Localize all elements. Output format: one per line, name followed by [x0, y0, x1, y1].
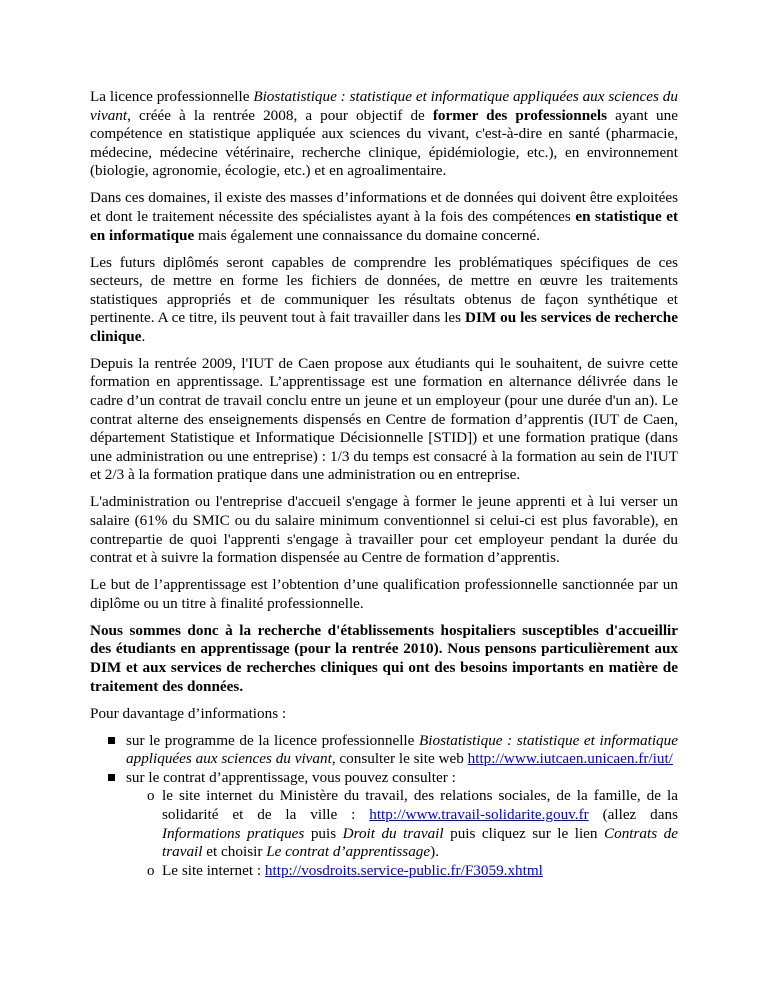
more-info-heading: Pour davantage d’informations : [90, 704, 287, 722]
text: ayant une compétence en statistique appliquée aux sciences du vivant, c'est-à-dire en santé (pharmacie, médecine, médecine vétérinaire, recherche clinique, épidémiologie, etc.), en environnement (biologie, agronomie, écologie, etc.) et en agroalimentaire. [90, 106, 678, 180]
emphasis: former des professionnels [432, 106, 608, 124]
menu-reference: Droit du travail [342, 824, 444, 842]
circle-bullet-icon: o [147, 862, 155, 879]
text: Dans ces domaines, il existe des masses d’informations et de données qui doivent être exploitées et dont le traitement nécessite des spécialistes ayant à la fois des compétences [90, 189, 678, 225]
iut-website-link[interactable]: http://www.iutcaen.unicaen.fr/iut/ [467, 750, 673, 768]
list-item [126, 769, 678, 881]
degree-title: Biostatistique : statistique et informatique appliquées aux sciences du vivant [90, 88, 678, 124]
call-to-action-paragraph [90, 622, 678, 696]
domains-paragraph [90, 189, 678, 245]
text: . [141, 327, 146, 345]
sub-list-item [147, 861, 678, 881]
document-page [90, 88, 678, 880]
text: puis cliquez sur le lien [443, 824, 604, 842]
ministry-website-link[interactable]: http://www.travail-solidarite.gouv.fr [369, 805, 589, 823]
square-bullet-icon [108, 737, 115, 744]
text: puis [304, 824, 343, 842]
text: sur le contrat d’apprentissage, vous pouvez consulter : [126, 768, 456, 786]
text: , consulter le site web [331, 750, 468, 768]
menu-reference: Informations pratiques [162, 824, 305, 842]
circle-bullet-icon: o [147, 788, 155, 805]
sub-list [126, 787, 678, 880]
service-public-link[interactable]: http://vosdroits.service-public.fr/F3059.xhtml [264, 861, 543, 879]
text: ). [430, 843, 440, 861]
salary-paragraph: L'administration ou l'entreprise d'accueil s'engage à former le jeune apprenti et à lui verser un salaire (61% du SMIC ou du salaire minimum conventionnel si celui-ci est plus favorable), en contrepartie de quoi l'apprenti s'engage à travailler pour cet employeur pendant la durée du contrat et à suivre la formation dispensée au Centre de formation d’apprentis. [90, 493, 678, 567]
info-list [90, 732, 678, 881]
goal-paragraph: Le but de l’apprentissage est l’obtention d’une qualification professionnelle sanctionnée par un diplôme ou un titre à finalité professionnelle. [90, 576, 678, 612]
apprenticeship-paragraph: Depuis la rentrée 2009, l'IUT de Caen propose aux étudiants qui le souhaitent, de suivre cette formation en apprentissage. L’apprentissage est une formation en alternance délivrée dans le cadre d’un contrat de travail conclu entre un jeune et un employeur (pour une durée d'un an). Le contrat alterne des enseignements dispensés en Centre de formation d’apprentis (IUT de Caen, département Statistique et Informatique Décisionnelle [STID]) et une formation pratique (dans une administration ou une entreprise) : 1/3 du temps est consacré à la formation au sein de l'IUT et 2/3 à la formation pratique dans une administration ou en entreprise. [90, 354, 678, 484]
text: , créée à la rentrée 2008, a pour objectif de [127, 106, 433, 124]
graduates-paragraph [90, 254, 678, 347]
text: Les futurs diplômés seront capables de comprendre les problématiques spécifiques de ces secteurs, de mettre en forme les fichiers de données, de mettre en œuvre les traitements statistiques appropriés et de communiquer les résultats obtenus de façon synthétique et pertinente. A ce titre, ils peuvent tout à fait travailler dans les [90, 253, 678, 327]
degree-title: Biostatistique : statistique et informatique appliquées aux sciences du vivant [126, 731, 678, 768]
emphasis: en statistique et en informatique [90, 207, 679, 244]
sub-list-item [147, 787, 679, 861]
text: (allez dans [588, 805, 679, 823]
emphasis: Nous sommes donc à la recherche d'établissements hospitaliers susceptibles d'accueillir des étudiants en apprentissage (pour la rentrée 2010). Nous pensons particulièrement aux DIM et aux services de recherches cliniques qui ont des besoins importants en matière de traitement des données. [90, 621, 678, 695]
square-bullet-icon [108, 774, 115, 781]
emphasis: DIM ou les services de recherche clinique [90, 309, 678, 345]
intro-paragraph [90, 88, 678, 181]
text: et choisir [202, 843, 267, 861]
text: mais également une connaissance du domaine concerné. [194, 226, 541, 244]
text: Le site internet : [162, 861, 265, 879]
text: La licence professionnelle [90, 88, 254, 105]
list-item [126, 732, 678, 769]
menu-reference: Contrats de travail [162, 824, 678, 861]
text: sur le programme de la licence professionnelle [126, 731, 420, 749]
menu-reference: Le contrat d’apprentissage [266, 843, 431, 861]
text: le site internet du Ministère du travail, des relations sociales, de la famille, de la solidarité et de la ville : [162, 787, 678, 823]
